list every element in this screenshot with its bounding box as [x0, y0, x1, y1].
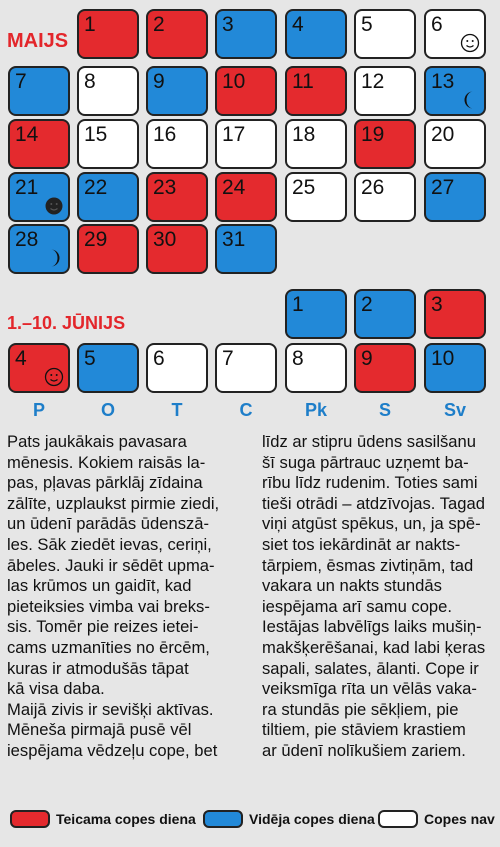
- weekday-header: S: [378, 400, 391, 420]
- weekday-header: T: [171, 400, 183, 420]
- may-day-cell: [77, 66, 139, 116]
- article-line: Iestājas labvēlīgs laiks mušiņ-: [262, 617, 482, 637]
- june-day-cell: [285, 343, 347, 393]
- day-number: 28: [15, 228, 39, 251]
- day-number: 14: [15, 123, 39, 146]
- day-number: 10: [431, 347, 455, 370]
- may-day-cell: [215, 119, 277, 169]
- day-number: 3: [222, 13, 234, 36]
- june-day-cell: [215, 343, 277, 393]
- may-day-cell: [8, 172, 70, 222]
- day-number: 25: [292, 176, 316, 199]
- day-number: 5: [84, 347, 96, 370]
- article-line: ar ūdenī nolīkušiem zariem.: [262, 740, 466, 760]
- day-number: 4: [15, 347, 27, 370]
- article-line: veiksmīga rīta un vēlās vaka-: [262, 679, 477, 699]
- may-day-cell: [285, 119, 347, 169]
- article-line: iespējama arī samu cope.: [262, 596, 453, 616]
- may-day-cell: [146, 9, 208, 59]
- article-line: kuras ir atmodušās tāpat: [7, 658, 189, 678]
- article-line: tārpiem, ēsmas zivtiņām, tad: [262, 555, 474, 575]
- may-day-cell: [146, 172, 208, 222]
- weekday-header: C: [239, 400, 253, 420]
- weekday-header: O: [100, 400, 115, 420]
- may-day-cell: [146, 66, 208, 116]
- article-line: makšķerēšanai, kad labi ķeras: [262, 637, 486, 657]
- may-day-cell: [146, 119, 208, 169]
- day-number: 9: [153, 70, 165, 93]
- article-line: tiltiem, pie stāviem krastiem: [262, 720, 466, 740]
- may-day-cell: [77, 224, 139, 274]
- may-day-cell: [354, 9, 416, 59]
- article-line: Mēneša pirmajā pusē vēl: [7, 720, 192, 740]
- june-day-cell: [354, 343, 416, 393]
- day-number: 7: [15, 70, 27, 93]
- day-number: 26: [361, 176, 385, 199]
- may-day-cell: [424, 66, 486, 116]
- june-day-cell: [285, 289, 347, 339]
- article-line: ābeles. Jauki ir sēdēt upma-: [7, 555, 215, 575]
- day-number: 5: [361, 13, 373, 36]
- article-line: rību līdz rudenim. Toties sami: [262, 473, 478, 493]
- day-number: 22: [84, 176, 108, 199]
- may-day-cell: [285, 9, 347, 59]
- may-day-cell: [215, 172, 277, 222]
- may-day-cell: [215, 66, 277, 116]
- day-number: 20: [431, 123, 455, 146]
- june-day-cell: [77, 343, 139, 393]
- day-number: 1: [292, 293, 304, 316]
- may-day-cell: [215, 224, 277, 274]
- may-day-cell: [77, 9, 139, 59]
- article-line: ra stundās pie sēkļiem, pie: [262, 699, 459, 719]
- may-day-cell: [424, 172, 486, 222]
- article-line: viņi atgūst spēkus, un, ja spē-: [262, 514, 481, 534]
- legend-swatch-excellent: [10, 810, 50, 828]
- day-number: 9: [361, 347, 373, 370]
- day-number: 8: [292, 347, 304, 370]
- may-day-cell: [285, 66, 347, 116]
- day-number: 27: [431, 176, 455, 199]
- day-number: 23: [153, 176, 177, 199]
- article-line: zālīte, uzplaukst pirmie ziedi,: [7, 493, 220, 513]
- weekday-header: Sv: [443, 400, 467, 420]
- may-day-cell: [8, 66, 70, 116]
- day-number: 7: [222, 347, 234, 370]
- full-moon-icon: [44, 367, 64, 387]
- article-line: kā visa daba.: [7, 679, 105, 699]
- may-day-cell: [354, 172, 416, 222]
- day-number: 1: [84, 13, 96, 36]
- legend-swatch-none: [378, 810, 418, 828]
- day-number: 2: [361, 293, 373, 316]
- may-day-cell: [8, 119, 70, 169]
- article-line: pas, pļavas pārklāj zīdaina: [7, 473, 203, 493]
- day-number: 12: [361, 70, 385, 93]
- new-moon-icon: [44, 196, 64, 216]
- day-number: 6: [431, 13, 443, 36]
- may-day-cell: [285, 172, 347, 222]
- day-number: 10: [222, 70, 246, 93]
- day-number: 30: [153, 228, 177, 251]
- article-line: siet tos iekārdināt ar nakts-: [262, 534, 461, 554]
- june-day-cell: [424, 289, 486, 339]
- may-day-cell: [424, 119, 486, 169]
- day-number: 17: [222, 123, 246, 146]
- article-line: Pats jaukākais pavasara: [7, 432, 187, 451]
- article-line: un ūdenī parādās ūdenszā-: [7, 514, 210, 534]
- article-line: las krūmos un gaidīt, kad: [7, 576, 192, 596]
- may-day-cell: [77, 119, 139, 169]
- day-number: 11: [292, 70, 314, 93]
- day-number: 18: [292, 123, 316, 146]
- month-label-june: 1.–10. JŪNIJS: [7, 313, 126, 333]
- june-day-cell: [8, 343, 70, 393]
- article-line: līdz ar stipru ūdens sasilšanu: [262, 432, 476, 451]
- legend-swatch-average: [203, 810, 243, 828]
- article-column-right: [262, 432, 494, 762]
- day-number: 16: [153, 123, 177, 146]
- waxing-moon-icon: [44, 248, 64, 268]
- article-line: Maijā zivis ir sevišķi aktīvas.: [7, 699, 214, 719]
- article-line: sapali, salates, ālanti. Cope ir: [262, 658, 479, 678]
- day-number: 19: [361, 123, 385, 146]
- may-day-cell: [354, 119, 416, 169]
- month-label-may: MAIJS: [7, 30, 69, 52]
- may-day-cell: [424, 9, 486, 59]
- article-column-left: [7, 432, 239, 762]
- day-number: 4: [292, 13, 304, 36]
- article-line: les. Sāk ziedēt ievas, ceriņi,: [7, 534, 212, 554]
- day-number: 8: [84, 70, 96, 93]
- june-day-cell: [146, 343, 208, 393]
- day-number: 2: [153, 13, 165, 36]
- waning-moon-icon: [460, 90, 480, 110]
- day-number: 21: [15, 176, 39, 199]
- legend-label-average: Vidēja copes diena: [249, 811, 375, 827]
- may-day-cell: [8, 224, 70, 274]
- legend-label-none: Copes nav: [424, 811, 495, 827]
- may-day-cell: [146, 224, 208, 274]
- article-line: cams uzmanīties no ērcēm,: [7, 637, 210, 657]
- may-day-cell: [77, 172, 139, 222]
- article-line: sis. Tomēr pie reizes ietei-: [7, 617, 199, 637]
- day-number: 13: [431, 70, 455, 93]
- day-number: 29: [84, 228, 108, 251]
- june-day-cell: [354, 289, 416, 339]
- day-number: 6: [153, 347, 165, 370]
- day-number: 3: [431, 293, 443, 316]
- legend-label-excellent: Teicama copes diena: [56, 811, 196, 827]
- article-line: iespējama vēdzeļu cope, bet: [7, 740, 218, 760]
- day-number: 31: [222, 228, 246, 251]
- weekday-header: Pk: [304, 400, 328, 420]
- full-moon-icon: [460, 33, 480, 53]
- article-line: šī suga pārtrauc uzņemt ba-: [262, 452, 469, 472]
- article-line: pieteiksies vimba vai breks-: [7, 596, 210, 616]
- may-day-cell: [354, 66, 416, 116]
- june-day-cell: [424, 343, 486, 393]
- day-number: 24: [222, 176, 246, 199]
- article-line: vakara un nakts stundās: [262, 576, 442, 596]
- day-number: 15: [84, 123, 108, 146]
- article-line: mēnesis. Kokiem raisās la-: [7, 452, 206, 472]
- article-line: tieši otrādi – atdzīvojas. Tagad: [262, 493, 485, 513]
- weekday-header: P: [32, 400, 45, 420]
- may-day-cell: [215, 9, 277, 59]
